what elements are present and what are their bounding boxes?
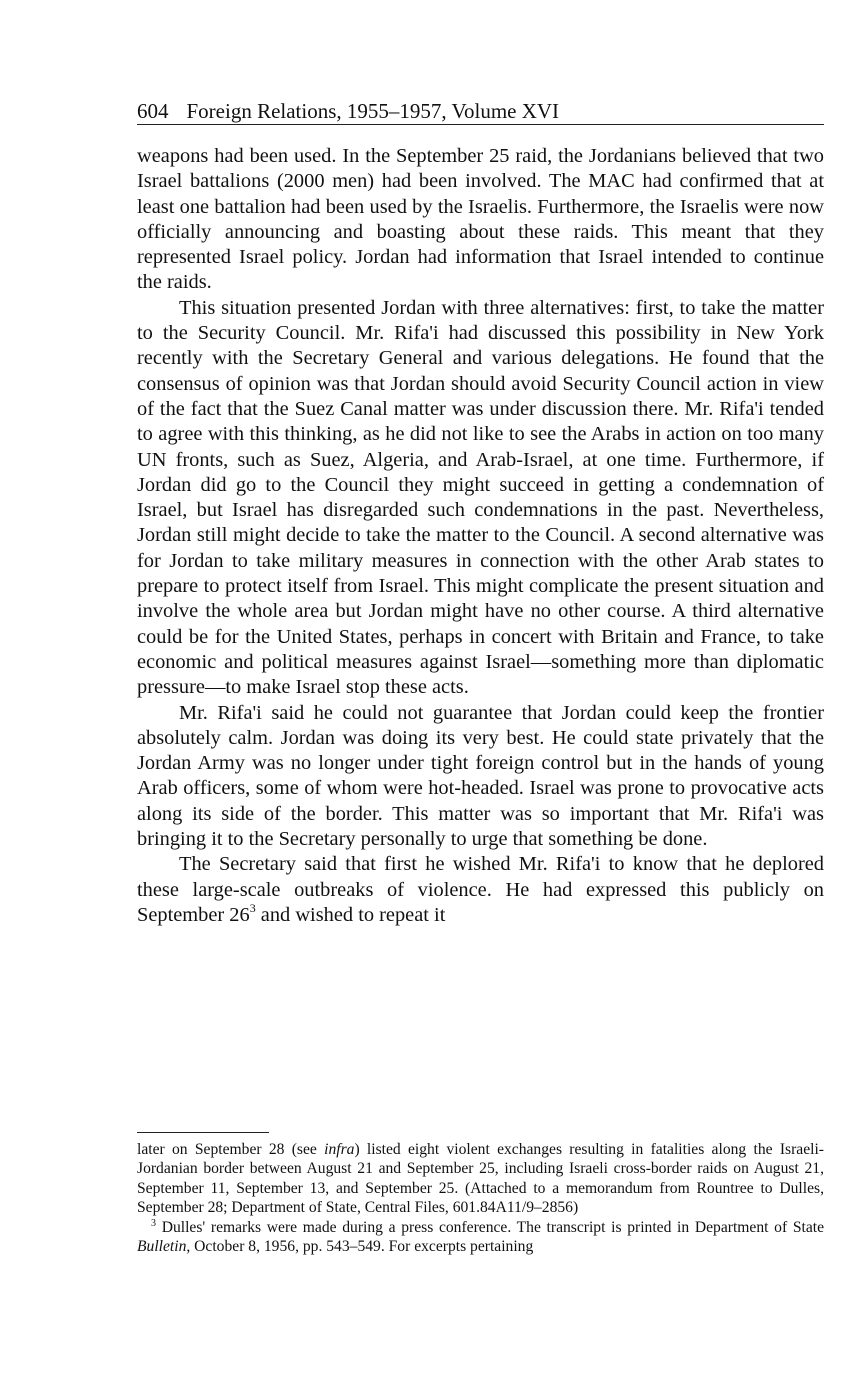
footnote-3-marker: 3: [151, 1217, 156, 1229]
footnote-continued-tail: ) listed eight violent exchanges resulting in fatalities along the Israeli-Jordanian border between August 21 and September 25, including Israeli cross-border raids on August 21, September 11, September 13, and September 25. (Attached to a memorandum from Rountree to Dulles, September 28; Department of State, Central Files, 601.84A11/9–2856): [137, 1141, 824, 1217]
footnote-reference-3[interactable]: 3: [249, 900, 256, 915]
footnotes: [137, 1140, 824, 1256]
paragraph-secretary: [137, 852, 824, 928]
page-number: 604: [137, 99, 169, 123]
footnote-continued-italic: infra: [324, 1141, 355, 1158]
paragraph-alternatives: This situation presented Jordan with three alternatives: first, to take the matter to the Security Council. Mr. Rifa'i had discussed this possibility in New York recently with the Secretary General and various delegations. He found that the consensus of opinion was that Jordan should avoid Security Council action in view of the fact that the Suez Canal matter was under discussion there. Mr. Rifa'i tended to agree with this thinking, as he did not like to see the Arabs in action on too many UN fronts, such as Suez, Algeria, and Arab-Israel, at one time. Furthermore, if Jordan did go to the Council they might succeed in getting a condemnation of Israel, but Israel has disregarded such condemnations in the past. Nevertheless, Jordan still might decide to take the matter to the Council. A second alternative was for Jordan to take military measures in connection with the other Arab states to prepare to protect itself from Israel. This might complicate the present situation and involve the whole area but Jordan might have no other course. A third alternative could be for the United States, perhaps in concert with Britain and France, to take economic and political measures against Israel—something more than diplomatic pressure—to make Israel stop these acts.: [137, 296, 824, 699]
running-title: Foreign Relations, 1955–1957, Volume XVI: [186, 99, 560, 123]
body-text: [137, 144, 824, 928]
paragraph-secretary-text: The Secretary said that first he wished Mr. Rifa'i to know that he deplored these large-scale outbreaks of violence. He had expressed this publicly on September 26: [137, 853, 824, 926]
footnote-3-italic: Bulletin: [137, 1238, 187, 1256]
paragraph-continued: weapons had been used. In the September 25 raid, the Jordanians believed that two Israel battalions (2000 men) had been involved. The MAC had confirmed that at least one battalion had been used by the Israelis. Furthermore, the Israelis were now officially announcing and boasting about these raids. This meant that they represented Israel policy. Jordan had information that Israel intended to continue the raids.: [137, 145, 824, 294]
footnote-continued: [137, 1140, 824, 1218]
running-header: [137, 98, 824, 125]
paragraph-secretary-tail: and wished to repeat it: [255, 903, 446, 926]
paragraph-frontier: Mr. Rifa'i said he could not guarantee that Jordan could keep the frontier absolutely calm. Jordan was doing its very best. He could state privately that the Jordan Army was no longer under tight foreign control but in the hands of young Arab officers, some of whom were hot-headed. Israel was prone to provocative acts along its side of the border. This matter was so important that Mr. Rifa'i was bringing it to the Secretary personally to urge that something be done.: [137, 701, 824, 851]
footnote-continued-text: later on September 28 (see: [137, 1141, 325, 1158]
footnote-divider: [137, 1132, 269, 1133]
footnote-3-text: Dulles' remarks were made during a press conference. The transcript is printed in Department of State: [161, 1218, 824, 1236]
footnote-3: [137, 1218, 824, 1257]
footnote-3-tail: , October 8, 1956, pp. 543–549. For excerpts pertaining: [186, 1238, 534, 1256]
